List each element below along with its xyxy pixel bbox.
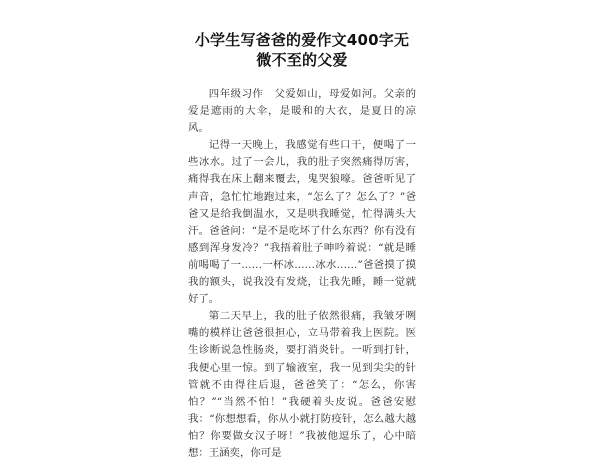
article: [188, 30, 416, 462]
paragraph-hospital: 第二天早上，我的肚子依然很痛，我皱牙咧嘴的模样让爸爸很担心，立马带着我上医院。医生诊断说急性肠炎，要打消炎针。一听到打针，我便心里一惊。到了输液室，我一见到尖尖的针管就不由得往后退，爸爸笑了：“怎么，你害怕？”“当然不怕！”我硬着头皮说。爸爸安慰我：“你想想看，你从小就打防疫针，怎么越大越怕？你要做女汉子呀！”我被他逗乐了，心中暗想：王涵奕，你可是: [188, 310, 416, 459]
paragraph-intro: 四年级习作 父爱如山，母爱如河。父亲的爱是遮雨的大伞，是暖和的大衣，是夏日的凉风。: [188, 88, 416, 135]
article-title: 小学生写爸爸的爱作文400字无微不至的父爱: [194, 31, 410, 69]
paragraph-night: 记得一天晚上，我感觉有些口干，便喝了一些冰水。过了一会儿，我的肚子突然痛得厉害，痛得我在床上翻来覆去，鬼哭狼嚎。爸爸听见了声音，急忙忙地跑过来，“怎么了？怎么了？”爸爸又是给我倒温水，又是哄我睡觉，忙得满头大汗。爸爸问：“是不是吃坏了什么东西？你有没有感到浑身发冷？”我捂着肚子呻吟着说：“就是睡前喝喝了一……一杯冰……冰水……”爸爸摸了摸我的额头，说我没有发烧，让我先睡，睡一觉就好了。: [188, 139, 416, 306]
